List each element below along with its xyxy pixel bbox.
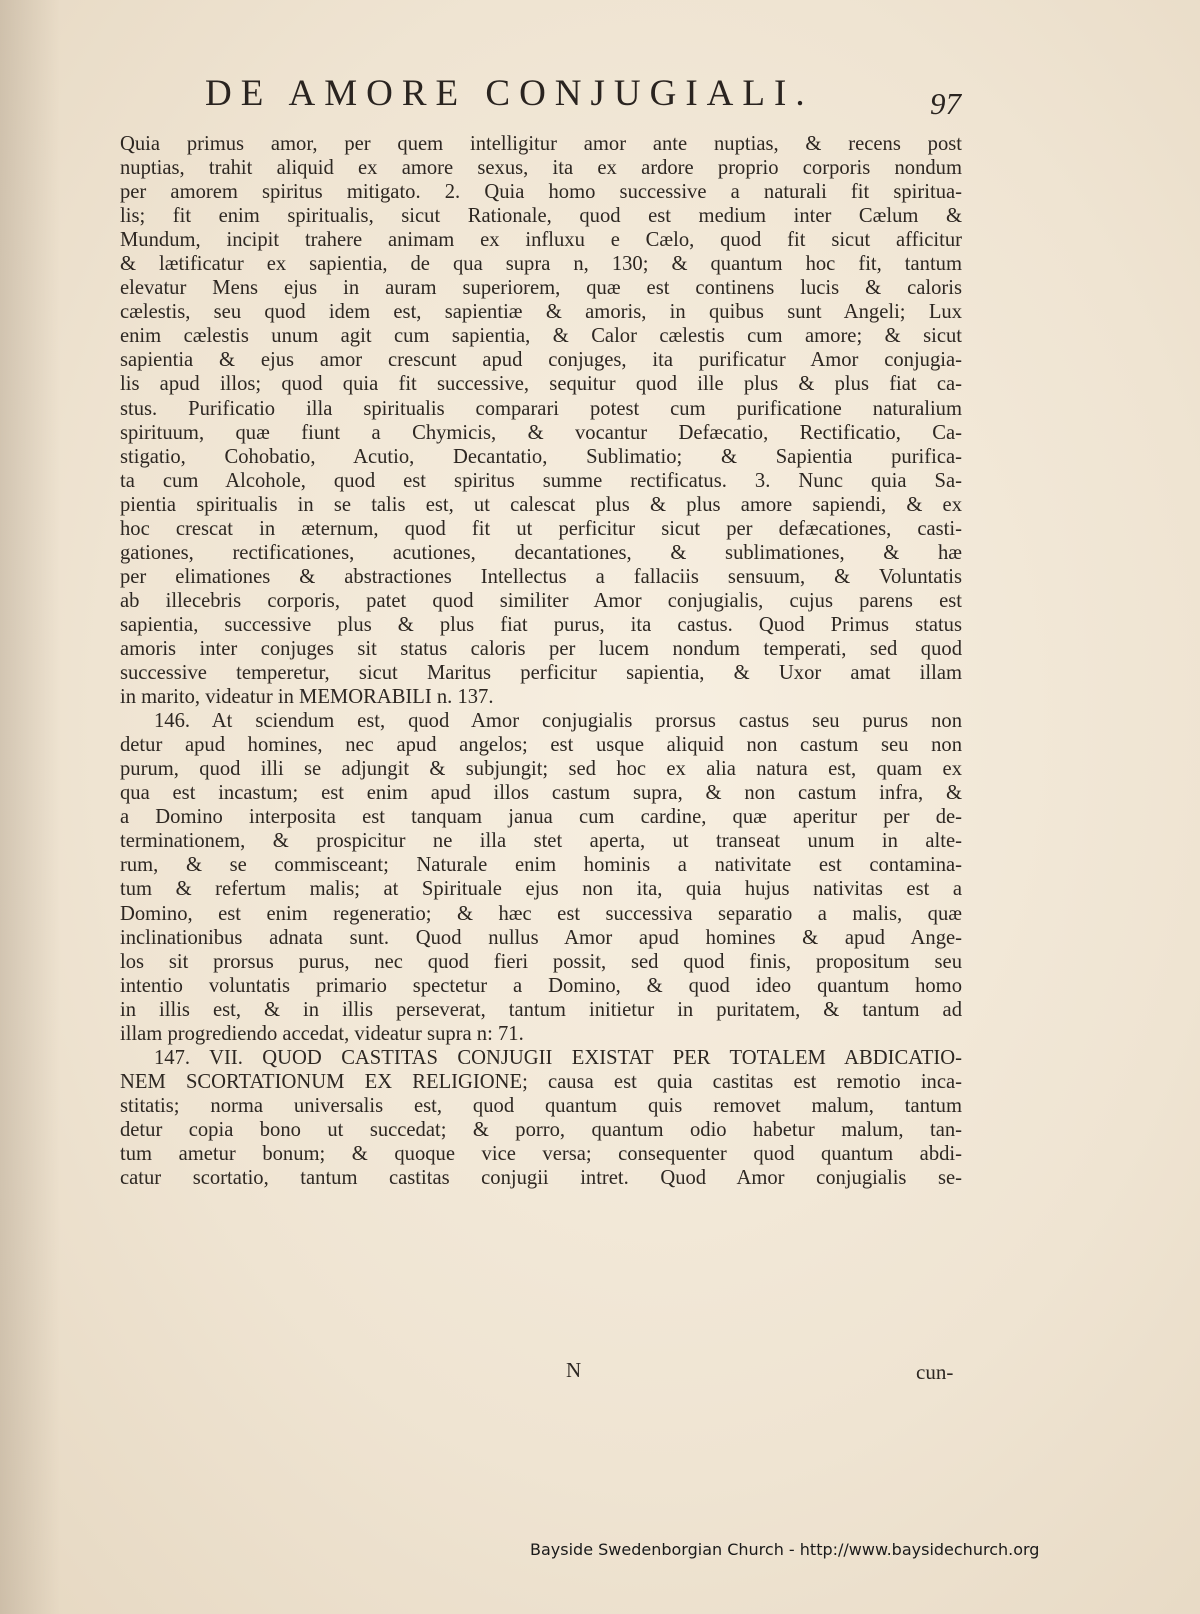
text-line: tum ametur bonum; & quoque vice versa; consequenter quod quantum abdi- [120, 1142, 962, 1165]
text-line: stus. Purificatio illa spiritualis comparari potest cum purificatione naturalium [120, 397, 962, 420]
text-line: lis apud illos; quod quia fit successive, sequitur quod ille plus & plus fiat ca- [120, 373, 962, 396]
text-line: intentio voluntatis primario spectetur a Domino, & quod ideo quantum homo [120, 974, 962, 997]
running-head-title: DE AMORE CONJUGIALI. [205, 73, 814, 114]
text-line: tum & refertum malis; at Spirituale ejus non ita, quia hujus nativitas est a [120, 878, 962, 901]
text-line: los sit prorsus purus, nec quod fieri possit, sed quod finis, propositum seu [120, 950, 962, 973]
text-line: NEM SCORTATIONUM EX RELIGIONE; causa est quia castitas est remotio inca- [120, 1070, 962, 1093]
text-line: detur apud homines, nec apud angelos; est usque aliquid non castum seu non [120, 734, 962, 757]
text-line: lis; fit enim spiritualis, sicut Rationale, quod est medium inter Cælum & [120, 205, 962, 228]
text-line: amoris inter conjuges sit status caloris per lucem nondum temperati, sed quod [120, 637, 962, 660]
page-edge-shadow [0, 0, 60, 1614]
text-line: ta cum Alcohole, quod est spiritus summe rectificatus. 3. Nunc quia Sa- [120, 469, 962, 492]
footer-credit: Bayside Swedenborgian Church - http://www.baysidechurch.org [530, 1540, 1040, 1559]
text-line: in illis est, & in illis perseverat, tantum initietur in puritatem, & tantum ad [120, 998, 962, 1021]
text-line: ab illecebris corporis, patet quod similiter Amor conjugialis, cujus parens est [120, 589, 962, 612]
text-line: enim cælestis unum agit cum sapientia, & Calor cælestis cum amore; & sicut [120, 325, 962, 348]
text-line: 147. VII. QUOD CASTITAS CONJUGII EXISTAT PER TOTALEM ABDICATIO- [154, 1046, 962, 1069]
body-text [120, 132, 962, 1190]
text-line: per amorem spiritus mitigato. 2. Quia homo successive a naturali fit spiritua- [120, 181, 962, 204]
page-number: 97 [930, 86, 961, 121]
text-line: Mundum, incipit trahere animam ex influxu e Cælo, quod fit sicut afficitur [120, 229, 962, 252]
text-line: pientia spiritualis in se talis est, ut calescat plus & plus amore sapiendi, & ex [120, 493, 962, 516]
text-line: elevatur Mens ejus in auram superiorem, quæ est continens lucis & caloris [120, 277, 962, 300]
text-line: inclinationibus adnata sunt. Quod nullus Amor apud homines & apud Ange- [120, 926, 962, 949]
text-line: spirituum, quæ fiunt a Chymicis, & vocantur Defæcatio, Rectificatio, Ca- [120, 421, 962, 444]
text-line: Quia primus amor, per quem intelligitur amor ante nuptias, & recens post [120, 133, 962, 155]
text-line: nuptias, trahit aliquid ex amore sexus, ita ex ardore proprio corporis nondum [120, 157, 962, 180]
text-line: rum, & se commisceant; Naturale enim hominis a nativitate est contamina- [120, 854, 962, 877]
text-line: qua est incastum; est enim apud illos castum supra, & non castum infra, & [120, 782, 962, 805]
text-line: 146. At sciendum est, quod Amor conjugialis prorsus castus seu purus non [154, 710, 962, 733]
text-line: terminationem, & prospicitur ne illa stet aperta, ut transeat unum in alte- [120, 830, 962, 853]
text-line: sapientia, successive plus & plus fiat purus, ita castus. Quod Primus status [120, 613, 962, 636]
text-line: purum, quod illi se adjungit & subjungit; sed hoc ex alia natura est, quam ex [120, 758, 962, 781]
catchword: cun- [916, 1360, 954, 1384]
text-line: illam progrediendo accedat, videatur supra n: 71. [120, 1022, 524, 1045]
signature-mark: N [566, 1358, 582, 1382]
text-line: stitatis; norma universalis est, quod quantum quis removet malum, tantum [120, 1094, 962, 1117]
text-line: sapientia & ejus amor crescunt apud conjuges, ita purificatur Amor conjugia- [120, 349, 962, 372]
text-line: successive temperetur, sicut Maritus perficitur sapientia, & Uxor amat illam [120, 662, 962, 685]
text-line: cælestis, seu quod idem est, sapientiæ & amoris, in quibus sunt Angeli; Lux [120, 301, 962, 324]
text-line: & lætificatur ex sapientia, de qua supra n, 130; & quantum hoc fit, tantum [120, 253, 962, 276]
text-line: a Domino interposita est tanquam janua cum cardine, quæ aperitur per de- [120, 806, 962, 829]
text-line: detur copia bono ut succedat; & porro, quantum odio habetur malum, tan- [120, 1118, 962, 1141]
text-line: Domino, est enim regeneratio; & hæc est successiva separatio a malis, quæ [120, 902, 962, 925]
text-line: stigatio, Cohobatio, Acutio, Decantatio, Sublimatio; & Sapientia purifica- [120, 445, 962, 468]
text-line: hoc crescat in æternum, quod fit ut perficitur sicut per defæcationes, casti- [120, 517, 962, 540]
text-line: per elimationes & abstractiones Intellectus a fallaciis sensuum, & Voluntatis [120, 565, 962, 588]
text-line: gationes, rectificationes, acutiones, decantationes, & sublimationes, & hæ [120, 541, 962, 564]
text-line: catur scortatio, tantum castitas conjugii intret. Quod Amor conjugialis se- [120, 1167, 962, 1190]
text-line: in marito, videatur in MEMORABILI n. 137. [120, 686, 494, 709]
